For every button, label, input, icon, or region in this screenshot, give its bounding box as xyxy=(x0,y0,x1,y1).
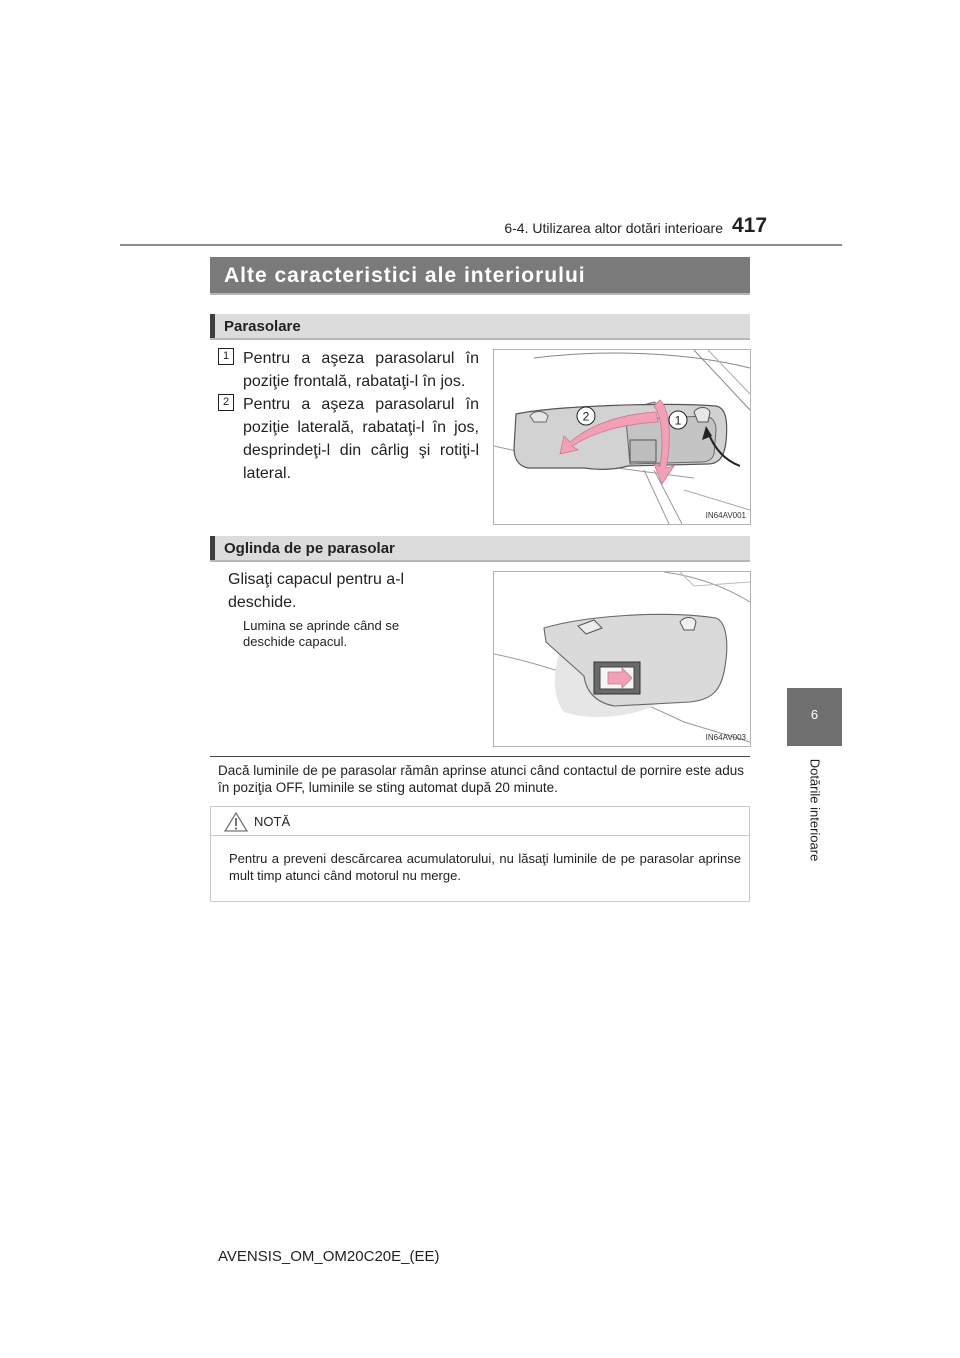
sun-visor-figure xyxy=(493,349,751,525)
callout-2: 2 xyxy=(582,409,590,424)
section-heading-vanity-mirror xyxy=(210,536,750,562)
chapter-number: 6 xyxy=(810,707,819,722)
vanity-mirror-illustration xyxy=(494,572,750,746)
heading-accent xyxy=(210,314,215,338)
notice-text: Pentru a preveni descărcarea acumulatorului, nu lăsaţi luminile de pe parasolar aprinse mult timp atunci când motorul nu merge. xyxy=(229,851,741,883)
chapter-label xyxy=(787,748,842,878)
header-rule xyxy=(120,244,842,246)
figure-code-1: IN64AV001 xyxy=(705,511,746,520)
vanity-mirror-figure xyxy=(493,571,751,747)
step-text-2: Pentru a aşeza parasolarul în poziţie laterală, rabataţi-l în jos, desprindeţi-l din cârlig şi rotiţi-l lateral. xyxy=(243,396,479,482)
section-heading-sun-visors xyxy=(210,314,750,340)
step-number-1: 1 xyxy=(218,348,234,365)
page-number: 417 xyxy=(732,214,768,237)
step-text-1: Pentru a aşeza parasolarul în poziţie frontală, rabataţi-l în jos. xyxy=(243,350,479,390)
heading-accent xyxy=(210,536,215,560)
page-title: Alte caracteristici ale interiorului xyxy=(224,264,586,287)
page-title-bar xyxy=(210,257,750,295)
mirror-instruction: Glisaţi capacul pentru a-l deschide. xyxy=(228,571,405,611)
info-rule xyxy=(210,756,750,757)
info-text: Dacă luminile de pe parasolar rămân aprinse atunci când contactul de pornire este adus în poziţia OFF, luminile se sting automat după 20 minute. xyxy=(218,763,745,795)
notice-label: NOTĂ xyxy=(254,814,291,829)
vanity-mirror-heading: Oglinda de pe parasolar xyxy=(224,540,395,557)
mirror-light-note: Lumina se aprinde când se deschide capacul. xyxy=(243,618,400,649)
header-section-title: 6-4. Utilizarea altor dotări interioare xyxy=(504,220,723,236)
sun-visor-illustration xyxy=(494,350,750,524)
notice-divider xyxy=(211,835,749,836)
warning-icon xyxy=(224,812,248,837)
figure-code-2: IN64AV003 xyxy=(705,733,746,742)
chapter-label-text: Dotările interioare xyxy=(807,758,822,862)
chapter-tab xyxy=(787,688,842,746)
step-number-2: 2 xyxy=(218,394,234,411)
callout-1: 1 xyxy=(674,413,682,428)
document-footer: AVENSIS_OM_OM20C20E_(EE) xyxy=(218,1248,440,1265)
sun-visors-heading: Parasolare xyxy=(224,318,301,335)
